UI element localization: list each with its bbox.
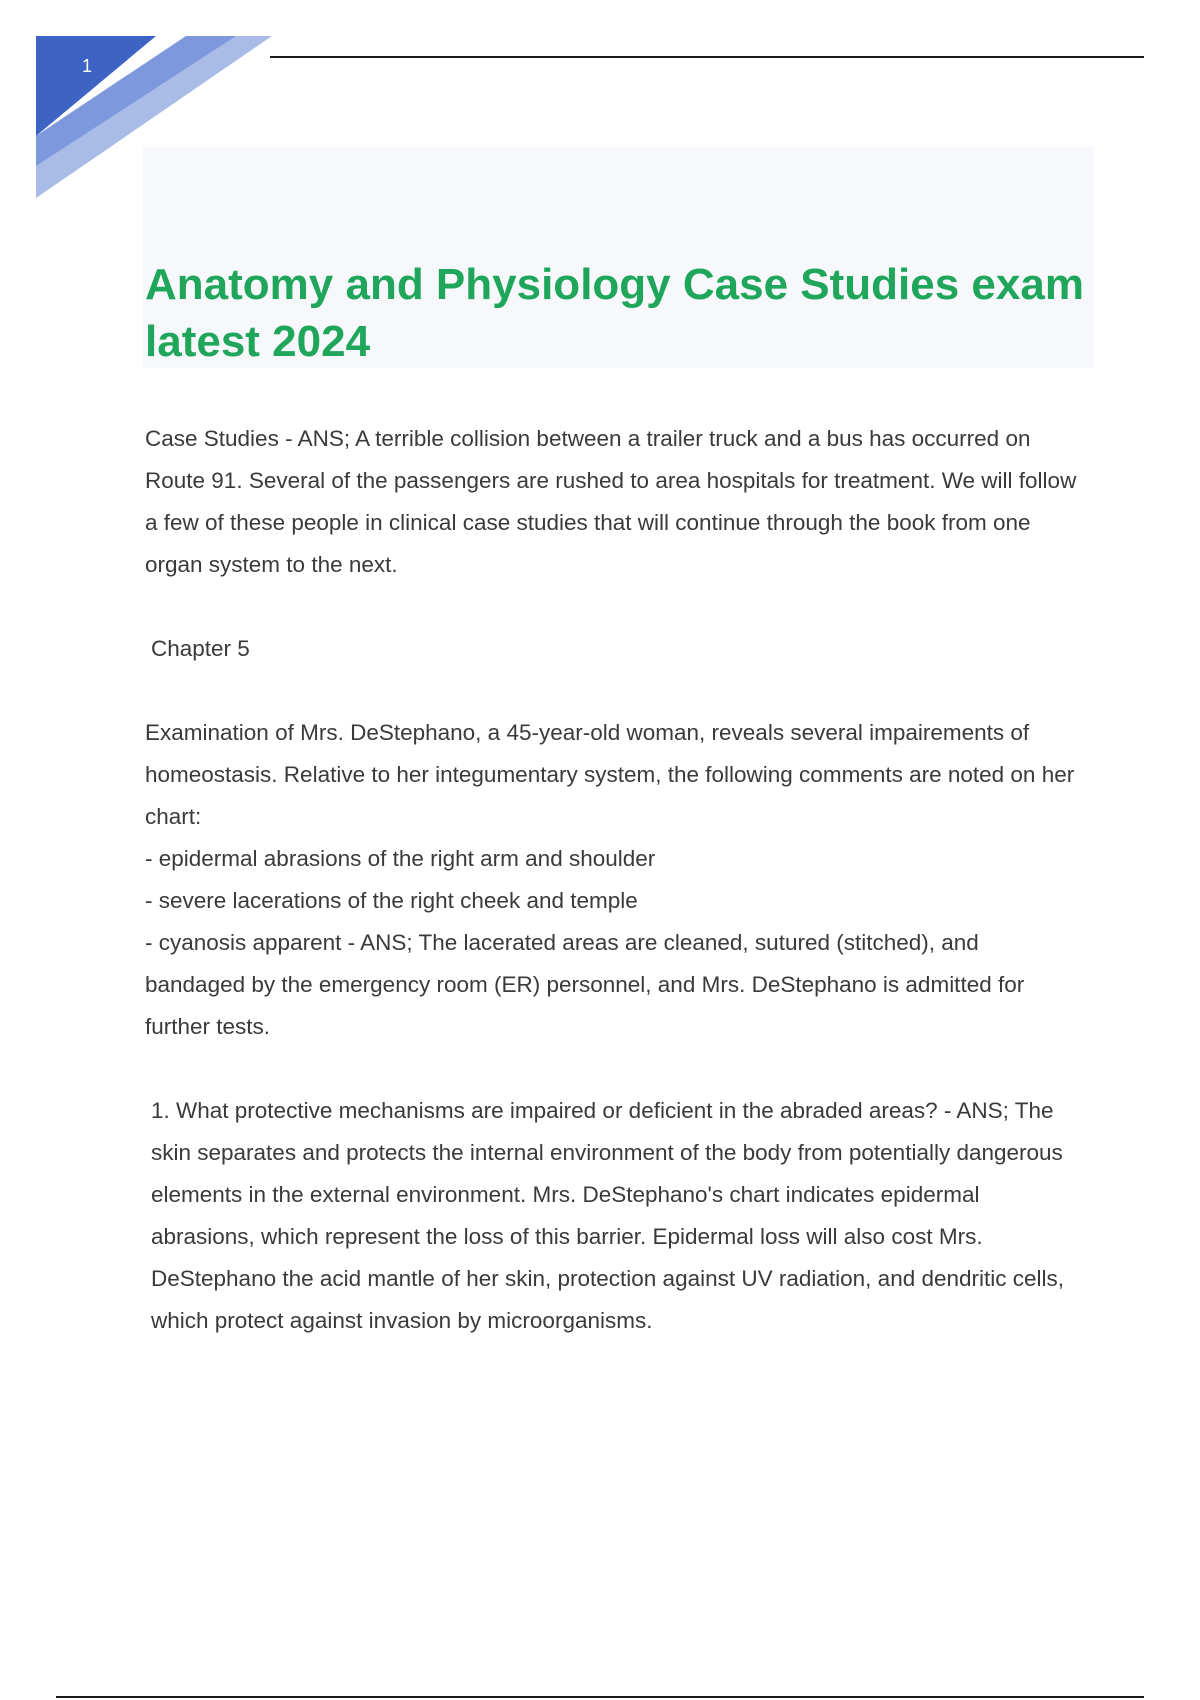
examination-paragraph: Examination of Mrs. DeStephano, a 45-year-old woman, reveals several impairements of homeostasis. Relative to her integumentary system, the following comments are noted on her chart: [145,720,1075,829]
list-item: - severe lacerations of the right cheek and temple [145,888,638,913]
header-rule [270,56,1144,58]
question-1-paragraph: 1. What protective mechanisms are impaired or deficient in the abraded areas? - ANS; The skin separates and protects the internal environment of the body from potentially dangerous elements in the external environment. Mrs. DeStephano's chart indicates epidermal abrasions, which represent the loss of this barrier. Epidermal loss will also cost Mrs. DeStephano the acid mantle of her skin, protection against UV radiation, and dendritic cells, which protect against invasion by microorganisms. [151,1098,1065,1333]
list-item: - cyanosis apparent - ANS; The lacerated areas are cleaned, sutured (stitched), and bandaged by the emergency room (ER) personnel, and Mrs. DeStephano is admitted for further tests. [145,930,1025,1039]
chart-notes-list [145,838,1085,1048]
intro-paragraph: Case Studies - ANS; A terrible collision between a trailer truck and a bus has occurred on Route 91. Several of the passengers are rushed to area hospitals for treatment. We will follow a few of these people in clinical case studies that will continue through the book from one organ system to the next. [145,426,1077,577]
document-body [145,418,1085,1384]
chapter-heading: Chapter 5 [151,636,250,661]
footer-rule [56,1696,1144,1698]
document-title: Anatomy and Physiology Case Studies exam latest 2024 [145,260,1084,366]
list-item: - epidermal abrasions of the right arm and shoulder [145,846,656,871]
page-number: 1 [81,56,92,76]
